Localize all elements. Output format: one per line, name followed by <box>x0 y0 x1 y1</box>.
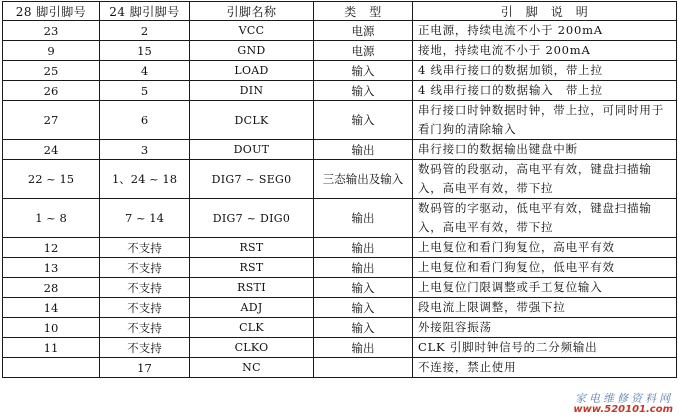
pin28-cell: 1 ~ 8 <box>3 199 100 238</box>
pin24-cell: 1、24 ~ 18 <box>100 160 190 199</box>
description-cell: 上电复位和看门狗复位，低电平有效 <box>413 258 677 278</box>
description-cell: 串行接口的数据输出键盘中断 <box>413 140 677 160</box>
pin24-cell: 6 <box>100 101 190 140</box>
type-cell: 输出 <box>314 140 413 160</box>
pin-name-cell: LOAD <box>190 61 314 81</box>
pin28-cell: 12 <box>3 238 100 258</box>
type-cell: 电源 <box>314 21 413 41</box>
pin24-cell: 2 <box>100 21 190 41</box>
pin24-cell: 不支持 <box>100 238 190 258</box>
watermark-url: www.520101.com <box>573 403 673 415</box>
pin28-cell: 13 <box>3 258 100 278</box>
pin28-cell: 9 <box>3 41 100 61</box>
watermark-site: 家电维修资料网 <box>575 391 673 405</box>
type-cell: 输出 <box>314 238 413 258</box>
pin28-cell: 11 <box>3 338 100 358</box>
type-cell: 输出 <box>314 199 413 238</box>
description-cell: 不连接，禁止使用 <box>413 358 677 378</box>
pin28-cell: 24 <box>3 140 100 160</box>
type-cell: 输出 <box>314 258 413 278</box>
table-row <box>3 298 677 318</box>
table-row <box>3 318 677 338</box>
type-cell: 输出 <box>314 338 413 358</box>
pin-name-cell: NC <box>190 358 314 378</box>
table-header-row <box>3 2 677 21</box>
pin28-cell: 27 <box>3 101 100 140</box>
table-row <box>3 160 677 199</box>
description-cell: 串行接口时钟数据时钟，带上拉，可同时用于看门狗的清除输入 <box>413 101 677 140</box>
pin-name-cell: CLKO <box>190 338 314 358</box>
description-cell: 外接阻容振荡 <box>413 318 677 338</box>
table-row <box>3 41 677 61</box>
header-pin24: 24 脚引脚号 <box>100 2 190 21</box>
table-row <box>3 21 677 41</box>
pin-name-cell: RST <box>190 238 314 258</box>
table-row <box>3 199 677 238</box>
pin-name-cell: RSTI <box>190 278 314 298</box>
pin24-cell: 7 ~ 14 <box>100 199 190 238</box>
pin24-cell: 17 <box>100 358 190 378</box>
pin28-cell: 14 <box>3 298 100 318</box>
description-cell: 段电流上限调整，带强下拉 <box>413 298 677 318</box>
pin-table-container <box>2 1 677 378</box>
description-cell: CLK 引脚时钟信号的二分频输出 <box>413 338 677 358</box>
pin24-cell: 15 <box>100 41 190 61</box>
pin28-cell: 28 <box>3 278 100 298</box>
header-type: 类 型 <box>314 2 413 21</box>
pin-name-cell: DIN <box>190 81 314 101</box>
table-row <box>3 81 677 101</box>
pin28-cell: 22 ~ 15 <box>3 160 100 199</box>
table-row <box>3 140 677 160</box>
pin24-cell: 不支持 <box>100 318 190 338</box>
pin24-cell: 5 <box>100 81 190 101</box>
pin-name-cell: DIG7 ~ DIG0 <box>190 199 314 238</box>
pin24-cell: 不支持 <box>100 278 190 298</box>
header-pin28: 28 脚引脚号 <box>3 2 100 21</box>
type-cell: 输入 <box>314 298 413 318</box>
pin-name-cell: VCC <box>190 21 314 41</box>
description-cell: 数码管的段驱动，高电平有效，键盘扫描输入，高电平有效，带下拉 <box>413 160 677 199</box>
description-cell: 4 线串行接口的数据加锁，带上拉 <box>413 61 677 81</box>
pin24-cell: 3 <box>100 140 190 160</box>
type-cell: 输入 <box>314 61 413 81</box>
pin-name-cell: ADJ <box>190 298 314 318</box>
pin24-cell: 不支持 <box>100 298 190 318</box>
type-cell: 输入 <box>314 101 413 140</box>
pin-name-cell: RST <box>190 258 314 278</box>
pin-name-cell: CLK <box>190 318 314 338</box>
table-row <box>3 238 677 258</box>
type-cell: 输入 <box>314 81 413 101</box>
pin-name-cell: DCLK <box>190 101 314 140</box>
description-cell: 数码管的字驱动，低电平有效，键盘扫描输入，高电平有效，带下拉 <box>413 199 677 238</box>
pin24-cell: 4 <box>100 61 190 81</box>
pin24-cell: 不支持 <box>100 338 190 358</box>
pin28-cell: 25 <box>3 61 100 81</box>
table-row <box>3 258 677 278</box>
type-cell <box>314 358 413 378</box>
table-row <box>3 61 677 81</box>
pin28-cell: 23 <box>3 21 100 41</box>
header-description: 引 脚 说 明 <box>413 2 677 21</box>
type-cell: 输入 <box>314 318 413 338</box>
type-cell: 三态输出及输入 <box>314 160 413 199</box>
pin-name-cell: DIG7 ~ SEG0 <box>190 160 314 199</box>
watermark <box>573 393 673 415</box>
description-cell: 接地，持续电流不小于 200mA <box>413 41 677 61</box>
pin28-cell: 26 <box>3 81 100 101</box>
pin28-cell <box>3 358 100 378</box>
description-cell: 4 线串行接口的数据输入 带上拉 <box>413 81 677 101</box>
type-cell: 电源 <box>314 41 413 61</box>
description-cell: 上电复位和看门狗复位，高电平有效 <box>413 238 677 258</box>
description-cell: 上电复位门限调整或手工复位输入 <box>413 278 677 298</box>
table-row <box>3 278 677 298</box>
description-cell: 正电源，持续电流不小于 200mA <box>413 21 677 41</box>
pin-name-cell: GND <box>190 41 314 61</box>
header-pin-name: 引脚名称 <box>190 2 314 21</box>
type-cell: 输入 <box>314 278 413 298</box>
table-row <box>3 358 677 378</box>
pin28-cell: 10 <box>3 318 100 338</box>
pin24-cell: 不支持 <box>100 258 190 278</box>
pin-table <box>2 1 677 378</box>
table-row <box>3 101 677 140</box>
table-row <box>3 338 677 358</box>
pin-name-cell: DOUT <box>190 140 314 160</box>
